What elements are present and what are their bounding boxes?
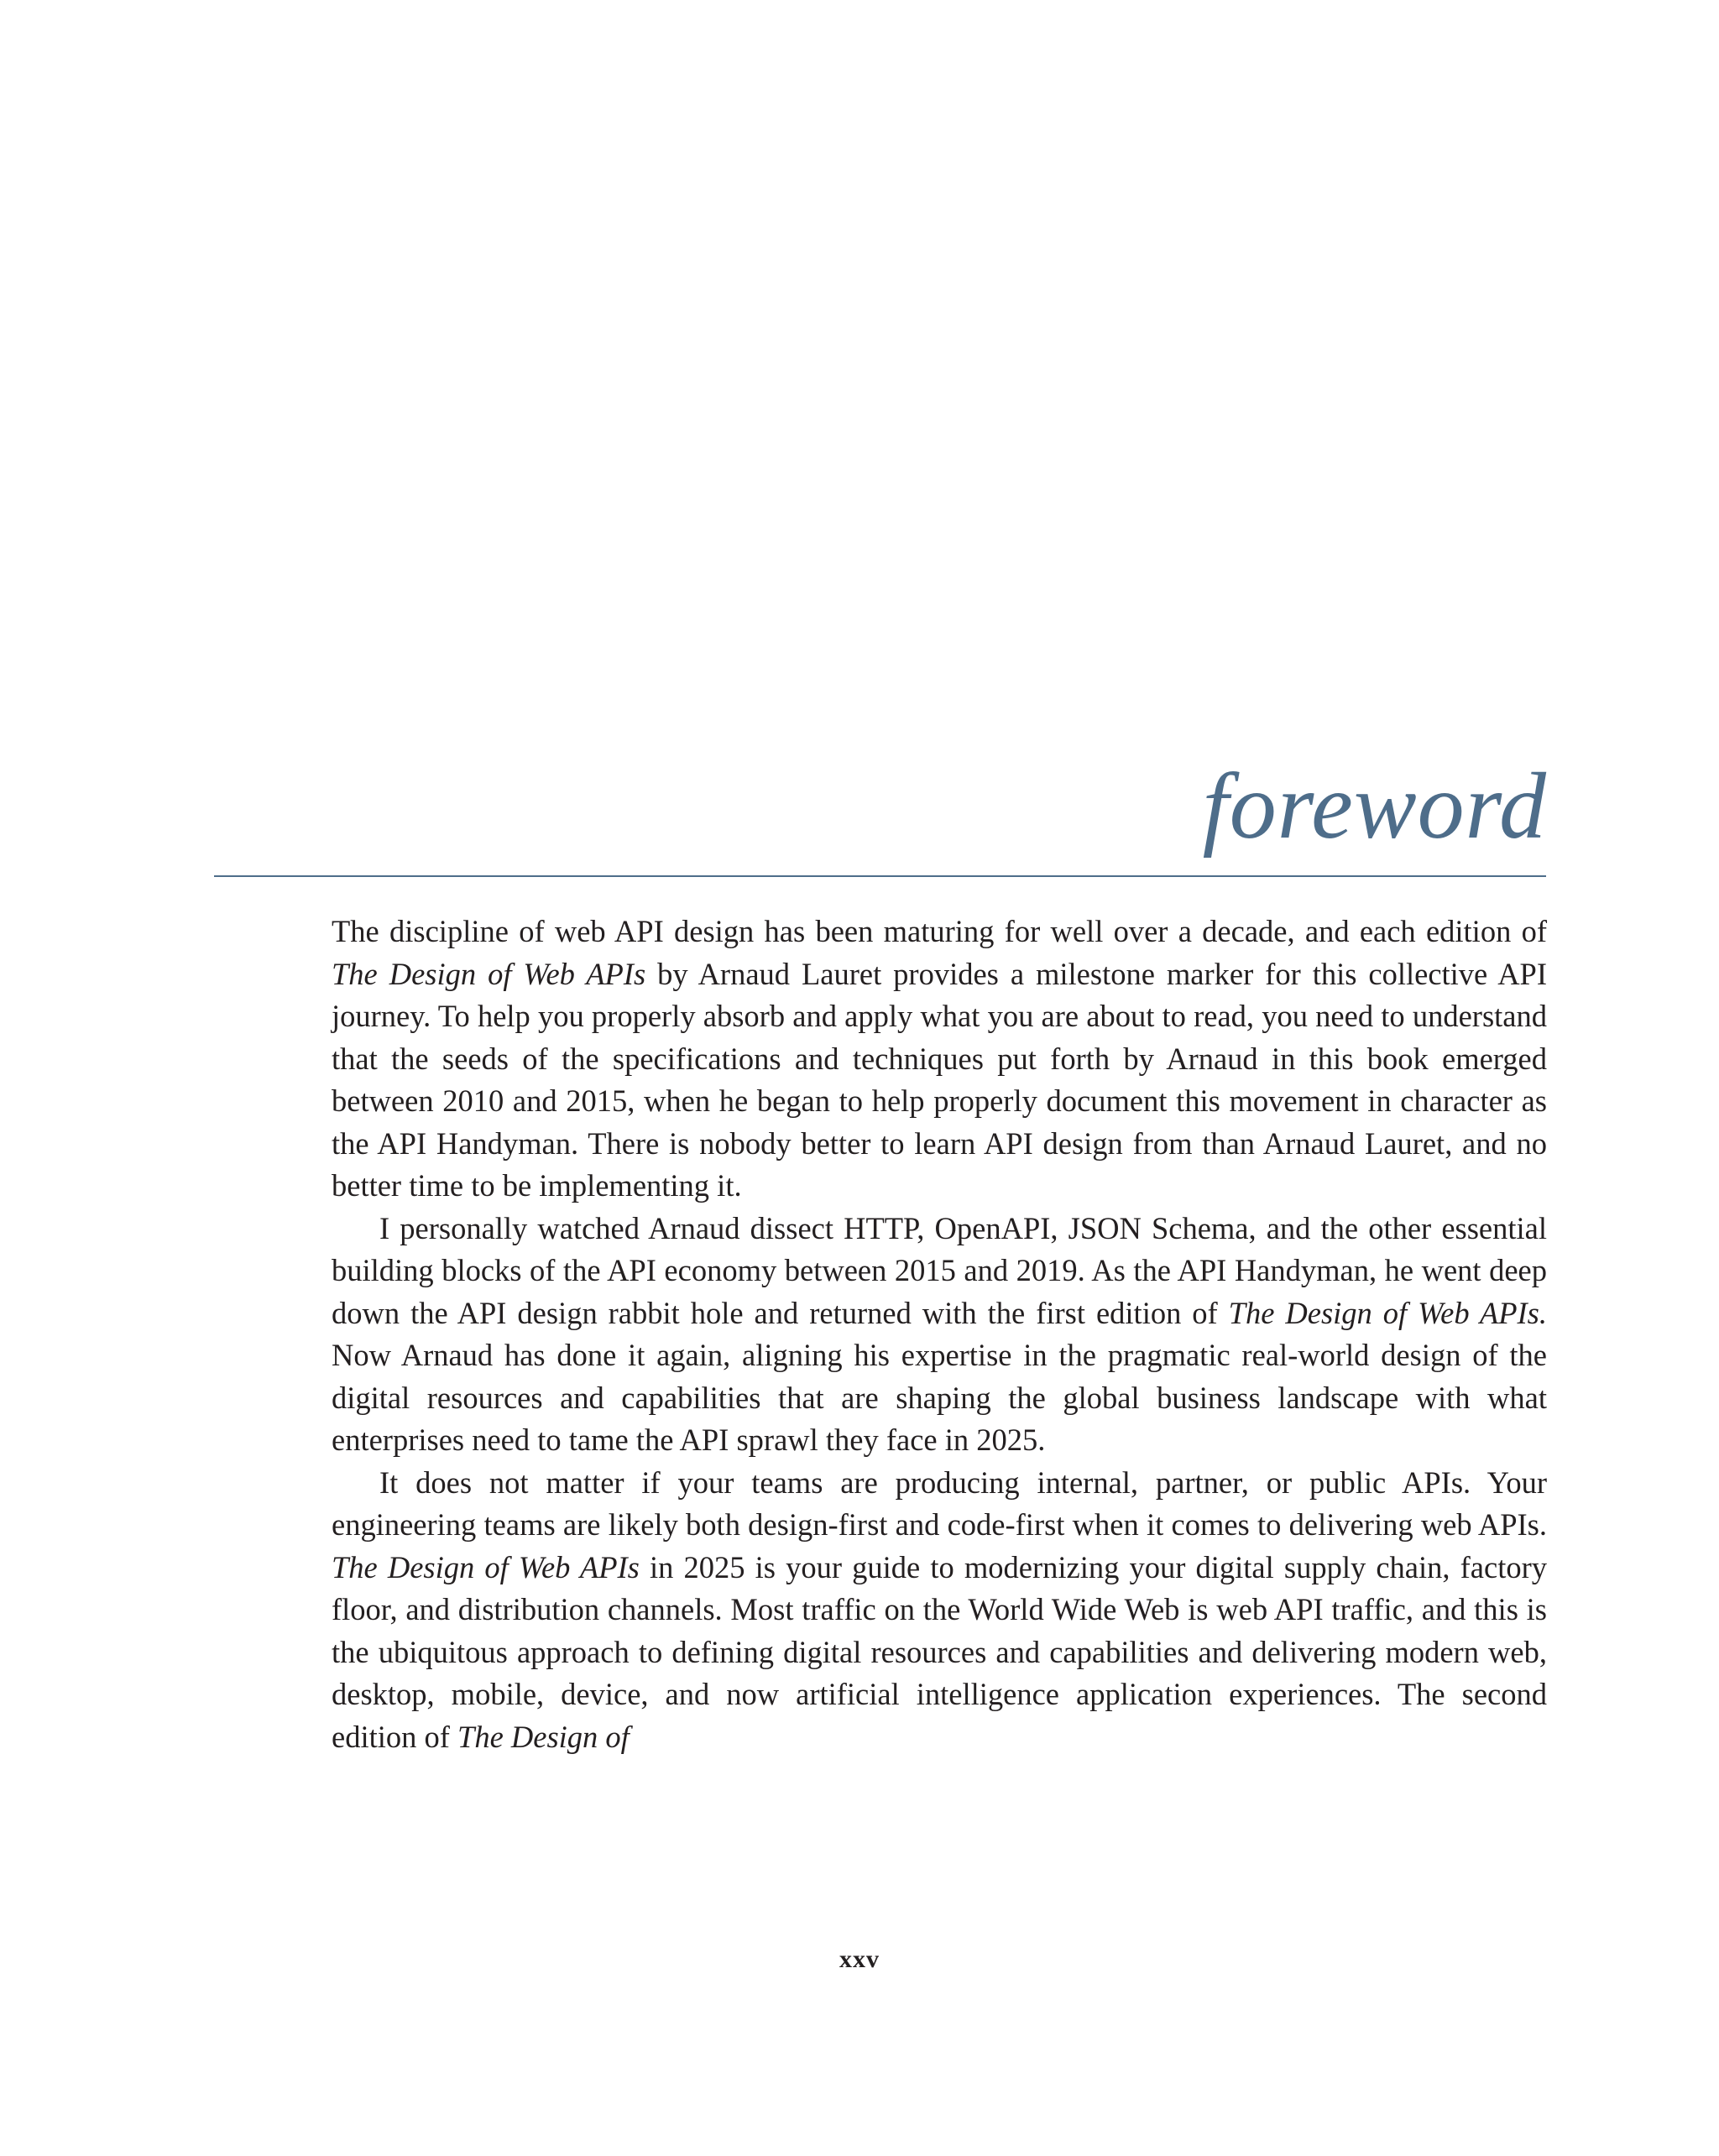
book-title-reference: The Design of Web APIs [332,1549,640,1584]
paragraph-3 [332,1462,1547,1759]
paragraph-2 [332,1208,1547,1462]
paragraph-2-text-b: Now Arnaud has done it again, aligning his expertise in the pragmatic real-world design of the digital resources and capabilities that are shaping the global business landscape with what enterprises need to tame the API sprawl they face in 2025. [332,1338,1547,1457]
paragraph-3-text-a: It does not matter if your teams are producing internal, partner, or public APIs. Your engineering teams are likely both design-first and code-first when it comes to delivering web APIs. [332,1464,1547,1542]
paragraph-1-text-a: The discipline of web API design has been maturing for well over a decade, and each edition of [332,914,1547,948]
book-title-reference: The Design of Web APIs [332,956,646,991]
paragraph-1-text-b: by Arnaud Lauret provides a milestone marker for this collective API journey. To help you properly absorb and apply what you are about to read, you need to understand that the seeds of the specifications and techniques put forth by Arnaud in this book emerged between 2010 and 2015, when he began to help properly document this movement in character as the API Handyman. There is nobody better to learn API design from than Arnaud Lauret, and no better time to be implementing it. [332,956,1548,1203]
paragraph-2-text-a: I personally watched Arnaud dissect HTTP, OpenAPI, JSON Schema, and the other essential building blocks of the API economy between 2015 and 2019. As the API Handyman, he went deep down the API design rabbit hole and returned with the first edition of [332,1210,1547,1330]
paragraph-1 [332,911,1547,1208]
title-rule [214,875,1546,877]
paragraph-3-text-b: in 2025 is your guide to modernizing your digital supply chain, factory floor, and distribution channels. Most traffic on the World Wide Web is web API traffic, and this is the ubiquitous approach to defining digital resources and capabilities and delivering modern web, desktop, mobile, device, and now artificial intelligence application experiences. The second edition of [332,1549,1548,1754]
book-title-reference: The Design of Web APIs. [1228,1295,1547,1330]
page-number: xxv [839,1945,880,1973]
chapter-title: foreword [1202,754,1547,859]
foreword-body [332,911,1547,1758]
book-title-reference: The Design of [457,1719,630,1754]
